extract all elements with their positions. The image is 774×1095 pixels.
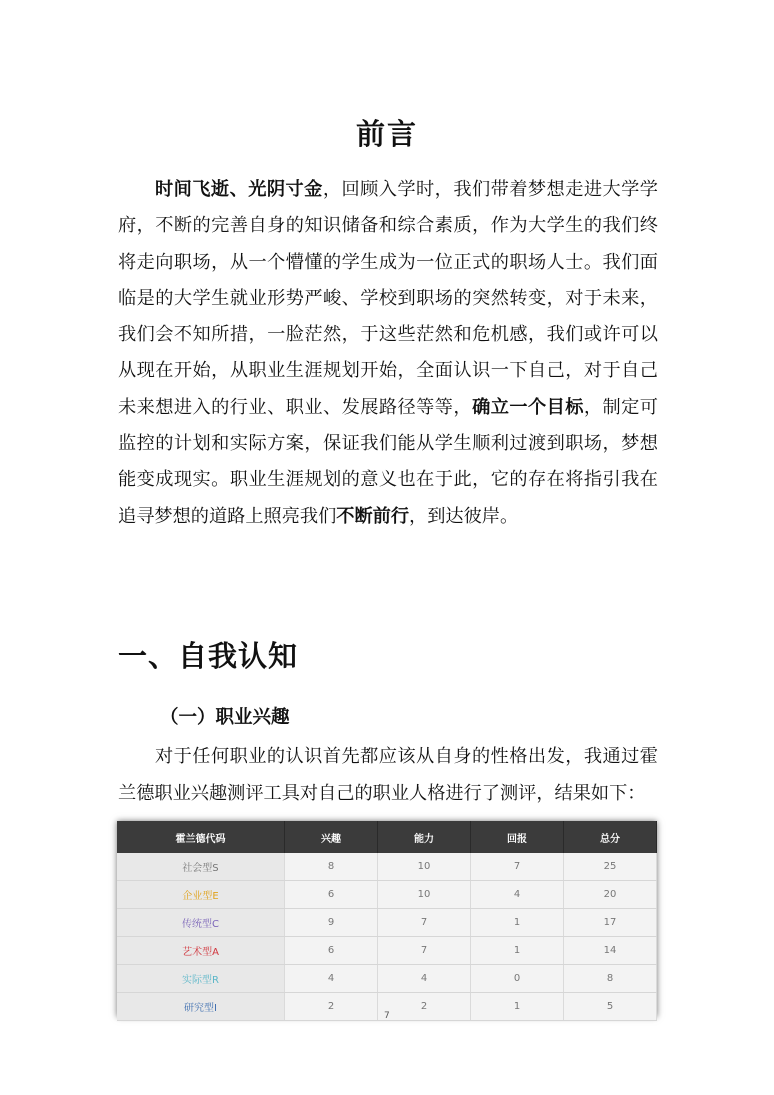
page-number: 7 bbox=[384, 1011, 390, 1021]
cell-total: 5 bbox=[564, 993, 657, 1021]
preface-text-3: ，到达彼岸。 bbox=[409, 505, 519, 527]
header-total: 总分 bbox=[564, 821, 657, 853]
cell-ability: 10 bbox=[378, 853, 471, 881]
cell-reward: 0 bbox=[471, 965, 564, 993]
cell-total: 8 bbox=[564, 965, 657, 993]
cell-ability: 10 bbox=[378, 881, 471, 909]
page-title: 前言 bbox=[355, 117, 418, 151]
cell-reward: 1 bbox=[471, 937, 564, 965]
table-row bbox=[117, 965, 657, 993]
cell-code: 实际型R bbox=[117, 965, 285, 993]
cell-reward: 7 bbox=[471, 853, 564, 881]
preface-bold-3: 不断前行 bbox=[336, 505, 410, 527]
table-header-row bbox=[117, 821, 657, 853]
cell-interest: 9 bbox=[285, 909, 378, 937]
subsection-heading: （一）职业兴趣 bbox=[160, 707, 290, 728]
preface-bold-1: 时间飞逝、光阴寸金 bbox=[155, 179, 323, 200]
cell-ability: 7 bbox=[378, 937, 471, 965]
cell-interest: 4 bbox=[285, 965, 378, 993]
holland-table-image bbox=[117, 821, 657, 1017]
cell-total: 17 bbox=[564, 909, 657, 937]
cell-code: 传统型C bbox=[117, 909, 285, 937]
preface-bold-2: 确立一个目标 bbox=[472, 396, 584, 418]
cell-code: 艺术型A bbox=[117, 937, 285, 965]
preface-text-1: ，回顾入学时，我们带着梦想走进大学学府，不断的完善自身的知识储备和综合素质，作为大学生的我们终将走向职场，从一个懵懂的学生成为一位正式的职场人士。我们面临是的大学生就业形势严峻、学校到职场的突然转变，对于未来，我们会不知所措，一脸茫然，于这些茫然和危机感，我们或许可以从现在开始，从职业生涯规划开始，全面认识一下自己，对于自己未来想进入的行业、职业、发展路径等等， bbox=[118, 179, 658, 418]
cell-total: 20 bbox=[564, 881, 657, 909]
header-ability: 能力 bbox=[378, 821, 471, 853]
cell-code: 企业型E bbox=[117, 881, 285, 909]
cell-reward: 1 bbox=[471, 909, 564, 937]
cell-code: 社会型S bbox=[117, 853, 285, 881]
holland-table bbox=[117, 821, 657, 1021]
cell-ability: 4 bbox=[378, 965, 471, 993]
header-interest: 兴趣 bbox=[285, 821, 378, 853]
cell-ability: 2 bbox=[378, 993, 471, 1021]
cell-reward: 4 bbox=[471, 881, 564, 909]
header-reward: 回报 bbox=[471, 821, 564, 853]
cell-interest: 8 bbox=[285, 853, 378, 881]
cell-interest: 6 bbox=[285, 881, 378, 909]
section-heading: 一、自我认知 bbox=[118, 639, 299, 673]
table-row bbox=[117, 937, 657, 965]
table-row bbox=[117, 853, 657, 881]
intro-paragraph: 对于任何职业的认识首先都应该从自身的性格出发，我通过霍兰德职业兴趣测评工具对自己的职业人格进行了测评，结果如下： bbox=[118, 746, 658, 804]
cell-interest: 6 bbox=[285, 937, 378, 965]
cell-total: 25 bbox=[564, 853, 657, 881]
cell-interest: 2 bbox=[285, 993, 378, 1021]
cell-ability: 7 bbox=[378, 909, 471, 937]
cell-total: 14 bbox=[564, 937, 657, 965]
preface-text-2: ，制定可监控的计划和实际方案，保证我们能从学生顺利过渡到职场，梦想能变成现实。职业生涯规划的意义也在于此，它的存在将指引我在追寻梦想的道路上照亮我们 bbox=[118, 396, 658, 527]
table-row bbox=[117, 909, 657, 937]
cell-code: 研究型I bbox=[117, 993, 285, 1021]
table-row bbox=[117, 881, 657, 909]
preface-paragraph bbox=[118, 172, 658, 535]
header-code: 霍兰德代码 bbox=[117, 821, 285, 853]
cell-reward: 1 bbox=[471, 993, 564, 1021]
